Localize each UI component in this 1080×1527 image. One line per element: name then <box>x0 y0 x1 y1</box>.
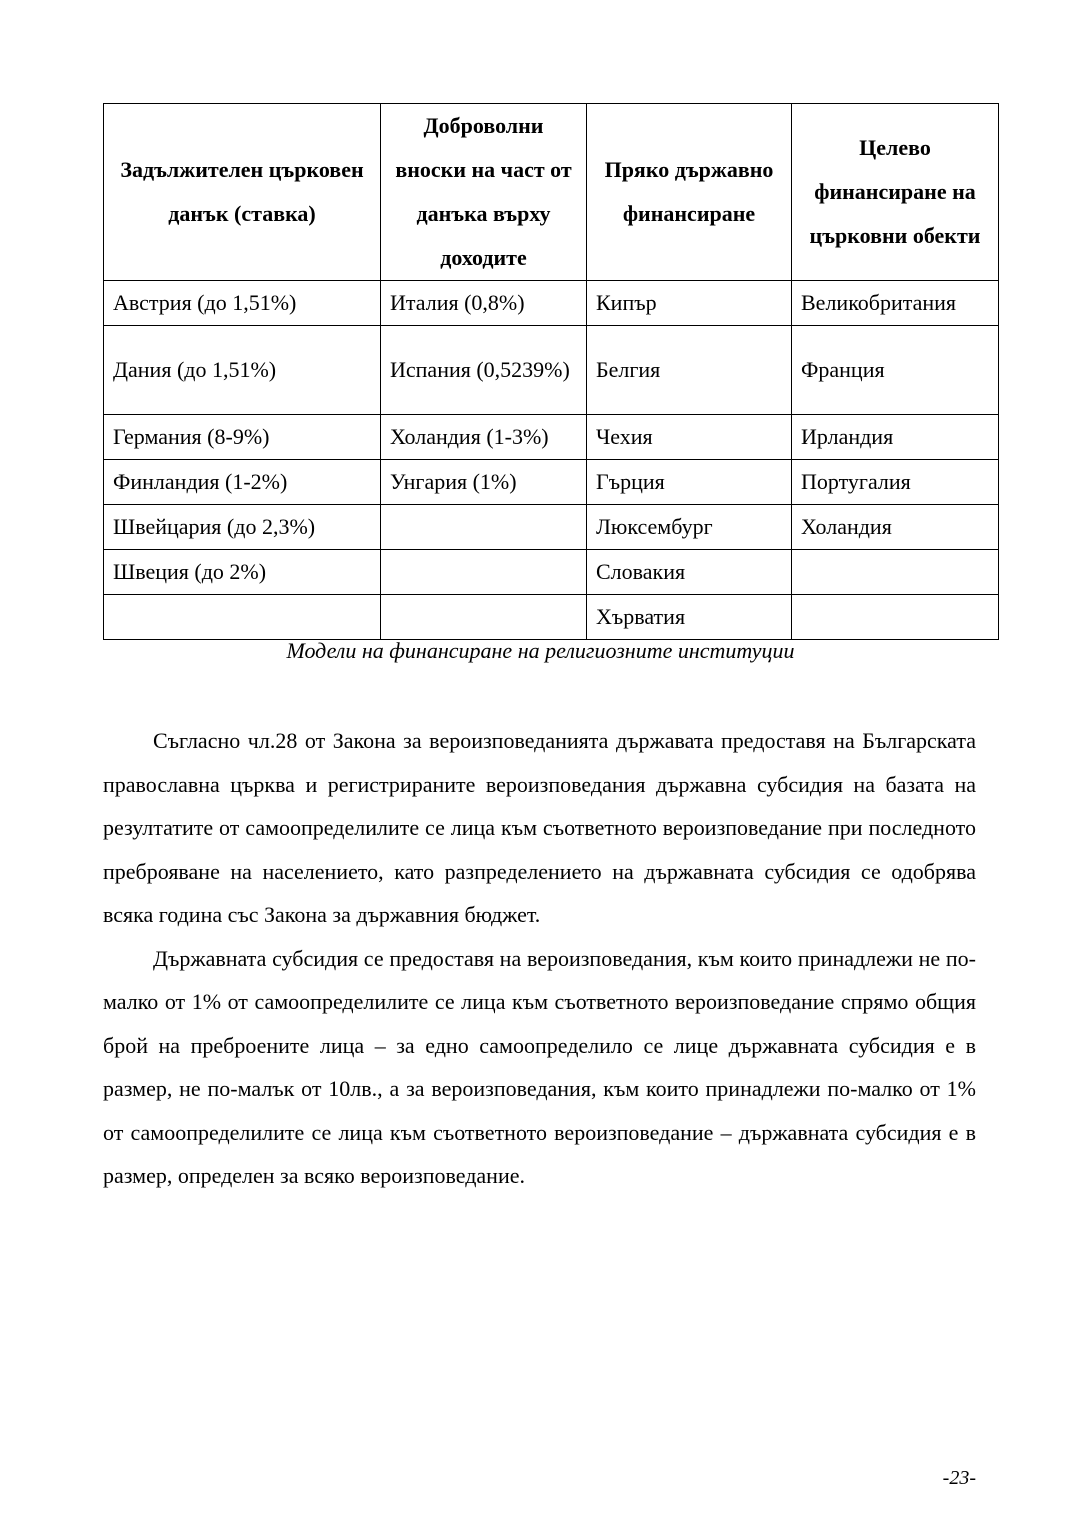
table-row <box>104 460 999 505</box>
table-cell <box>381 550 587 595</box>
page-number: -23- <box>942 1467 976 1489</box>
table-cell <box>381 505 587 550</box>
table-cell: Италия (0,8%) <box>381 281 587 326</box>
table-cell: Швейцария (до 2,3%) <box>104 505 381 550</box>
paragraph: Държавната субсидия се предоставя на вероизповедания, към които принадлежи не по-малко от 1% от самоопределилите се лица към съответното вероизповедание спрямо общия брой на преброените лица – за едно самоопределило се лице държавната субсидия е в размер, не по-малък от 10лв., а за вероизповедания, към които принадлежи по-малко от 1% от самоопределилите се лица към съответното вероизповедание – държавната субсидия е в размер, определен за всяко вероизповедание. <box>103 945 976 1188</box>
table-cell <box>792 595 999 640</box>
table-cell <box>104 595 381 640</box>
table-cell: Чехия <box>587 415 792 460</box>
paragraph: Съгласно чл.28 от Закона за вероизповеданията държавата предоставя на Българската православна църква и регистрираните вероизповедания държавна субсидия на базата на резултатите от самоопределилите се лица към съответното вероизповедание при последното преброяване на населението, като разпределението на държавната субсидия се одобрява всяка година със Закона за държавния бюджет. <box>103 728 976 927</box>
table-cell: Португалия <box>792 460 999 505</box>
table-cell <box>381 595 587 640</box>
table-cell: Унгария (1%) <box>381 460 587 505</box>
table-cell: Германия (8-9%) <box>104 415 381 460</box>
header-mandatory-church-tax: Задължителен църковен данък (ставка) <box>104 104 381 281</box>
table-row <box>104 505 999 550</box>
table-cell: Словакия <box>587 550 792 595</box>
header-voluntary-income-tax-share: Доброволни вноски на част от данъка върху доходите <box>381 104 587 281</box>
table-cell: Финландия (1-2%) <box>104 460 381 505</box>
table-row <box>104 595 999 640</box>
table-cell: Люксембург <box>587 505 792 550</box>
table-cell: Австрия (до 1,51%) <box>104 281 381 326</box>
table-caption: Модели на финансиране на религиозните институции <box>286 638 795 663</box>
table-cell: Великобритания <box>792 281 999 326</box>
table-cell: Белгия <box>587 326 792 415</box>
header-targeted-funding: Целево финансиране на църковни обекти <box>792 104 999 281</box>
header-direct-state-funding: Пряко държавно финансиране <box>587 104 792 281</box>
table-cell: Испания (0,5239%) <box>381 326 587 415</box>
table-row <box>104 550 999 595</box>
table-cell: Холандия <box>792 505 999 550</box>
funding-models-table <box>103 103 999 640</box>
body-text <box>103 719 976 1198</box>
table-cell: Дания (до 1,51%) <box>104 326 381 415</box>
table-cell: Гърция <box>587 460 792 505</box>
table-header-row <box>104 104 999 281</box>
table-cell: Франция <box>792 326 999 415</box>
table-cell: Швеция (до 2%) <box>104 550 381 595</box>
table-row <box>104 415 999 460</box>
table-row <box>104 281 999 326</box>
table-cell <box>792 550 999 595</box>
table-row <box>104 326 999 415</box>
table-cell: Хърватия <box>587 595 792 640</box>
table-cell: Холандия (1-3%) <box>381 415 587 460</box>
table-cell: Ирландия <box>792 415 999 460</box>
table-cell: Кипър <box>587 281 792 326</box>
